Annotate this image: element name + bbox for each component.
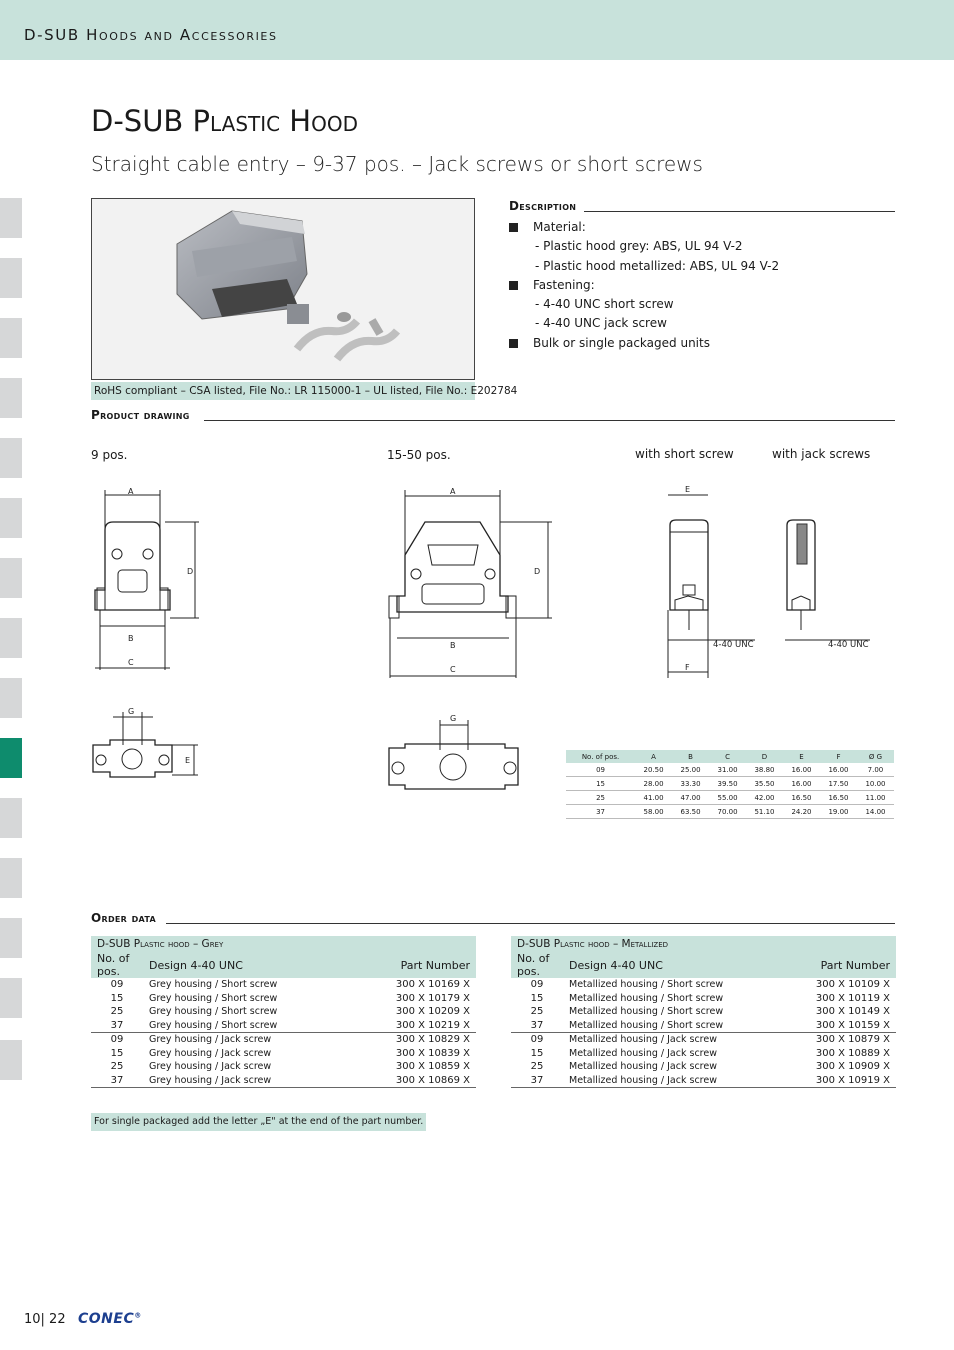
design-cell: Grey housing / Short screw	[149, 979, 278, 991]
design-cell: Grey housing / Jack screw	[149, 1034, 272, 1046]
dim-cell: 10.00	[857, 777, 894, 791]
thread-label: 4-40 UNC	[713, 640, 754, 650]
label-jack-screws: with jack screws	[772, 447, 871, 461]
dim-table-row	[566, 791, 894, 805]
table-row	[91, 1033, 476, 1047]
table-row	[91, 992, 476, 1006]
dim-cell: 24.20	[783, 805, 820, 819]
table-row	[91, 1005, 476, 1019]
design-cell: Metallized housing / Jack screw	[569, 1061, 717, 1073]
col-header-design: Design 4-40 UNC	[143, 952, 349, 978]
dim-cell: 35.50	[746, 777, 783, 791]
desc-item-fastening: Fastening:	[509, 276, 779, 295]
dim-cell: 47.00	[672, 791, 709, 805]
order-table-grey	[91, 936, 476, 1088]
pos-cell: 25	[110, 1006, 124, 1018]
part-number-cell: 300 X 10119 X	[815, 992, 890, 1004]
side-tab[interactable]	[0, 258, 22, 298]
order-caption-metallized: D-SUB Plastic hood – Metallized	[511, 936, 896, 952]
side-tab[interactable]	[0, 618, 22, 658]
part-number-cell: 300 X 10159 X	[782, 1019, 896, 1033]
dim-label-e: E	[685, 485, 691, 494]
part-number-cell: 300 X 10889 X	[815, 1047, 890, 1059]
dim-cell: 37	[566, 805, 635, 819]
part-number-cell: 300 X 10859 X	[395, 1061, 470, 1073]
description-heading: Description	[509, 199, 577, 213]
dim-cell: 58.00	[635, 805, 672, 819]
technical-drawing	[85, 480, 905, 790]
dim-cell: 16.00	[783, 777, 820, 791]
order-heading: Order data	[91, 911, 157, 925]
product-photo	[91, 198, 475, 380]
side-tab[interactable]	[0, 678, 22, 718]
design-cell: Grey housing / Jack screw	[143, 1074, 349, 1088]
dim-header: B	[672, 750, 709, 763]
pos-cell: 25	[530, 1061, 544, 1073]
dim-table-row	[566, 763, 894, 777]
part-number-cell: 300 X 10219 X	[349, 1019, 476, 1033]
dim-cell: 39.50	[709, 777, 746, 791]
col-header-pos: No. of pos.	[511, 952, 563, 978]
dim-label-a: A	[128, 487, 134, 496]
dim-table-row	[566, 777, 894, 791]
table-row	[511, 1074, 896, 1088]
part-number-cell: 300 X 10839 X	[395, 1047, 470, 1059]
pos-cell: 25	[110, 1061, 124, 1073]
dim-cell: 20.50	[635, 763, 672, 777]
dim-label-b: B	[450, 641, 456, 650]
design-cell: Metallized housing / Short screw	[569, 979, 724, 991]
col-header-part: Part Number	[782, 952, 896, 978]
dim-cell: 55.00	[709, 791, 746, 805]
dim-cell: 25.00	[672, 763, 709, 777]
side-tab[interactable]	[0, 558, 22, 598]
description-rule	[584, 211, 895, 212]
design-cell: Grey housing / Jack screw	[149, 1047, 272, 1059]
bullet-icon	[509, 339, 518, 348]
dim-cell: 25	[566, 791, 635, 805]
pos-cell: 15	[110, 992, 124, 1004]
side-tab-active[interactable]	[0, 738, 22, 778]
dim-table-header	[566, 750, 894, 763]
dim-cell: 41.00	[635, 791, 672, 805]
side-tab[interactable]	[0, 378, 22, 418]
order-table-metallized	[511, 936, 896, 1088]
dim-cell: 11.00	[857, 791, 894, 805]
pos-cell: 15	[530, 992, 544, 1004]
dim-cell: 09	[566, 763, 635, 777]
dim-cell: 63.50	[672, 805, 709, 819]
pos-cell: 09	[530, 979, 544, 991]
conec-logo	[78, 1311, 142, 1327]
dimensions-table	[566, 750, 894, 819]
pos-cell: 09	[530, 1034, 544, 1046]
pos-cell: 25	[530, 1006, 544, 1018]
dim-cell: 38.80	[746, 763, 783, 777]
design-cell: Metallized housing / Jack screw	[569, 1047, 717, 1059]
table-row	[91, 1074, 476, 1088]
desc-sub: - 4-40 UNC short screw	[535, 297, 674, 312]
dim-label-d: D	[534, 567, 541, 576]
dim-cell: 70.00	[709, 805, 746, 819]
table-row	[511, 1019, 896, 1033]
dim-header: E	[783, 750, 820, 763]
dim-cell: 16.00	[783, 763, 820, 777]
pos-cell: 37	[91, 1074, 143, 1088]
hood-photo-illustration	[92, 199, 474, 379]
dim-label-c: C	[450, 665, 456, 674]
dim-label-a: A	[450, 487, 456, 496]
label-short-screw: with short screw	[635, 447, 734, 461]
part-number-cell: 300 X 10109 X	[815, 979, 890, 991]
side-tab[interactable]	[0, 318, 22, 358]
description-list	[509, 218, 779, 353]
side-tab[interactable]	[0, 798, 22, 838]
pos-cell: 37	[511, 1074, 563, 1088]
table-row	[511, 1005, 896, 1019]
thread-label: 4-40 UNC	[828, 640, 869, 650]
part-number-cell: 300 X 10179 X	[395, 992, 470, 1004]
rohs-note: RoHS compliant – CSA listed, File No.: LR 115000-1 – UL listed, File No.: E202784	[91, 382, 475, 400]
design-cell: Grey housing / Jack screw	[149, 1061, 272, 1073]
dim-cell: 19.00	[820, 805, 857, 819]
pos-cell: 37	[91, 1019, 143, 1033]
desc-sub: - 4-40 UNC jack screw	[535, 316, 667, 331]
dim-label-g: G	[450, 714, 457, 723]
bullet-icon	[509, 223, 518, 232]
side-tab[interactable]	[0, 498, 22, 538]
dim-table-row	[566, 805, 894, 819]
order-rule	[166, 923, 895, 924]
order-caption-grey: D-SUB Plastic hood – Grey	[91, 936, 476, 952]
table-row	[91, 1019, 476, 1033]
design-cell: Metallized housing / Short screw	[569, 1006, 724, 1018]
dim-cell: 51.10	[746, 805, 783, 819]
table-row	[511, 1047, 896, 1061]
part-number-cell: 300 X 10149 X	[815, 1006, 890, 1018]
dim-cell: 28.00	[635, 777, 672, 791]
design-cell: Metallized housing / Short screw	[569, 992, 724, 1004]
dim-cell: 16.50	[783, 791, 820, 805]
dim-header: C	[709, 750, 746, 763]
table-row	[91, 1047, 476, 1061]
dim-label-c: C	[128, 658, 134, 667]
dim-cell: 42.00	[746, 791, 783, 805]
table-row	[511, 1060, 896, 1074]
pos-cell: 09	[110, 979, 124, 991]
desc-item-material: Material:	[509, 218, 779, 237]
side-tab[interactable]	[0, 1040, 22, 1080]
dim-cell: 7.00	[857, 763, 894, 777]
pos-cell: 15	[530, 1047, 544, 1059]
desc-sub: - Plastic hood grey: ABS, UL 94 V-2	[535, 239, 743, 254]
design-cell: Grey housing / Short screw	[143, 1019, 349, 1033]
table-row	[511, 978, 896, 992]
dim-cell: 17.50	[820, 777, 857, 791]
part-number-cell: 300 X 10879 X	[815, 1034, 890, 1046]
side-tab[interactable]	[0, 858, 22, 898]
table-row	[91, 1060, 476, 1074]
part-number-cell: 300 X 10209 X	[395, 1006, 470, 1018]
desc-item-packaging: Bulk or single packaged units	[509, 334, 779, 353]
dim-cell: 16.50	[820, 791, 857, 805]
dim-cell: 14.00	[857, 805, 894, 819]
dim-header: A	[635, 750, 672, 763]
dim-label-f: F	[685, 663, 690, 672]
bullet-icon	[509, 281, 518, 290]
desc-sub: - Plastic hood metallized: ABS, UL 94 V-2	[535, 258, 780, 273]
single-package-note: For single packaged add the letter „E" at the end of the part number.	[91, 1113, 426, 1131]
dim-label-g: G	[128, 707, 135, 716]
table-row	[511, 992, 896, 1006]
dim-header: Ø G	[857, 750, 894, 763]
part-number-cell: 300 X 10829 X	[395, 1034, 470, 1046]
part-number-cell: 300 X 10869 X	[349, 1074, 476, 1088]
table-row	[91, 978, 476, 992]
dim-cell: 31.00	[709, 763, 746, 777]
side-tab[interactable]	[0, 918, 22, 958]
pos-cell: 09	[110, 1034, 124, 1046]
logo-reg: ®	[134, 1311, 142, 1320]
table-row	[511, 1033, 896, 1047]
col-header-design: Design 4-40 UNC	[563, 952, 782, 978]
col-header-pos: No. of pos.	[91, 952, 143, 978]
page-subtitle: Straight cable entry – 9-37 pos. – Jack screws or short screws	[91, 152, 703, 176]
page-number: 10| 22	[24, 1312, 66, 1327]
page-title: D-SUB Plastic Hood	[91, 104, 358, 138]
dim-label-d: D	[187, 567, 194, 576]
side-tab[interactable]	[0, 978, 22, 1018]
dim-cell: 15	[566, 777, 635, 791]
side-tab[interactable]	[0, 438, 22, 478]
dim-header: D	[746, 750, 783, 763]
drawing-rule	[204, 420, 895, 421]
dim-header: F	[820, 750, 857, 763]
dim-label-b: B	[128, 634, 134, 643]
pos-cell: 37	[511, 1019, 563, 1033]
col-header-part: Part Number	[349, 952, 476, 978]
design-cell: Grey housing / Short screw	[149, 1006, 278, 1018]
pos-cell: 15	[110, 1047, 124, 1059]
header-title: D-SUB Hoods and Accessories	[24, 26, 278, 44]
side-tab[interactable]	[0, 198, 22, 238]
design-cell: Metallized housing / Jack screw	[563, 1074, 782, 1088]
dim-cell: 33.30	[672, 777, 709, 791]
dim-header: No. of pos.	[566, 750, 635, 763]
dim-label-e: E	[185, 756, 191, 765]
part-number-cell: 300 X 10919 X	[782, 1074, 896, 1088]
part-number-cell: 300 X 10169 X	[395, 979, 470, 991]
design-cell: Metallized housing / Short screw	[563, 1019, 782, 1033]
logo-text: CONEC	[78, 1311, 135, 1327]
part-number-cell: 300 X 10909 X	[815, 1061, 890, 1073]
label-9pos: 9 pos.	[91, 448, 128, 462]
dim-cell: 16.00	[820, 763, 857, 777]
design-cell: Grey housing / Short screw	[149, 992, 278, 1004]
drawing-heading: Product drawing	[91, 408, 190, 422]
design-cell: Metallized housing / Jack screw	[569, 1034, 717, 1046]
label-15-50pos: 15-50 pos.	[387, 448, 451, 462]
